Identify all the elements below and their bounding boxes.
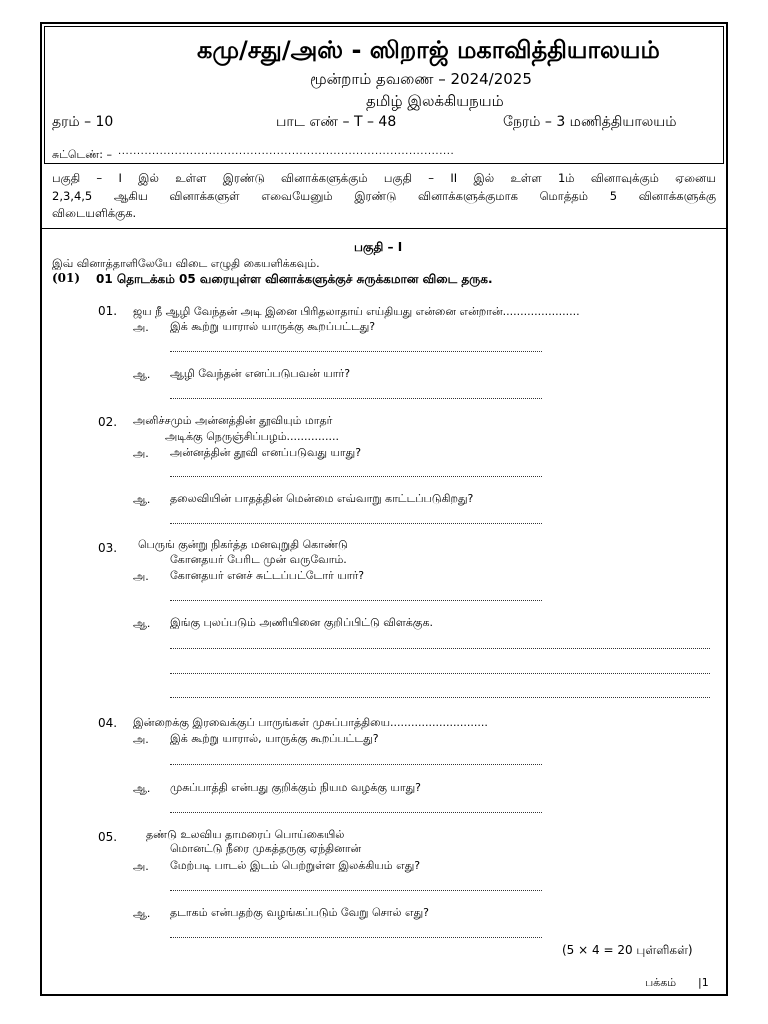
sub-question-label: அ. bbox=[133, 570, 149, 583]
sub-question-label: ஆ. bbox=[133, 907, 151, 920]
sub-question-label: ஆ. bbox=[133, 493, 151, 506]
main-question-number: (01) bbox=[52, 271, 81, 285]
answer-line[interactable] bbox=[170, 812, 542, 813]
question-quote: பெருங் குன்று நிகர்த்த மனவுறுதி கொண்டு bbox=[138, 538, 348, 551]
instruction-line-3: விடையளிக்குக. bbox=[52, 206, 137, 220]
question-quote: மொனட்டு நீரை முகத்தருகு ஏந்தினான் bbox=[170, 842, 362, 855]
sub-question-label: அ. bbox=[133, 733, 149, 746]
question-quote: அனிச்சமும் அன்னத்தின் தூவியும் மாதர் bbox=[133, 414, 333, 427]
sub-question-text: தடாகம் என்பதற்கு வழங்கப்படும் வேறு சொல் எது? bbox=[170, 906, 429, 919]
answer-line[interactable] bbox=[170, 648, 710, 649]
exam-subject: தமிழ் இலக்கியநயம் bbox=[366, 92, 504, 110]
main-question-text: 01 தொடக்கம் 05 வரையுள்ள வினாக்களுக்குச் சுருக்கமான விடை தருக. bbox=[96, 272, 493, 286]
sub-question-text: இக் கூற்று யாரால் யாருக்கு கூறப்பட்டது? bbox=[170, 320, 376, 333]
sub-question-text: தலைவியின் பாதத்தின் மென்மை எவ்வாறு காட்டப்படுகிறது? bbox=[170, 492, 474, 505]
sub-question-label: அ. bbox=[133, 860, 149, 873]
sub-question-label: ஆ. bbox=[133, 782, 151, 795]
marks-allocation: (5 × 4 = 20 புள்ளிகள்) bbox=[562, 943, 693, 957]
instruction-line-1: பகுதி – I இல் உள்ள இரண்டு வினாக்களுக்கும் பகுதி – II இல் உள்ள 1ம் வினாவுக்கும் ஏனைய bbox=[52, 171, 716, 185]
exam-duration: நேரம் – 3 மணித்தியாலயம் bbox=[503, 114, 677, 130]
index-number-dots: ......................................................................................... bbox=[118, 146, 455, 157]
index-number-label: சுட்டெண்: – bbox=[52, 148, 112, 161]
question-quote: ஜய நீ ஆழி வேந்தன் அடி இனை பிரிதலாதாய் எய்தியது என்னை என்றான்...................... bbox=[133, 305, 580, 318]
sub-question-text: ஆழி வேந்தன் எனப்படுபவன் யார்? bbox=[170, 367, 351, 380]
subject-code: பாட எண் – T – 48 bbox=[276, 114, 397, 130]
sub-question-text: இங்கு புலப்படும் அணியினை குறிப்பிட்டு விளக்குக. bbox=[170, 616, 434, 629]
part-note: இவ் வினாத்தாளிலேயே விடை எழுதி கையளிக்கவும். bbox=[52, 257, 320, 270]
sub-question-label: ஆ. bbox=[133, 368, 151, 381]
school-name: கமு/சது/அஸ் - ஸிறாஜ் மகாவித்தியாலயம் bbox=[197, 36, 660, 64]
question-number: 05. bbox=[98, 830, 118, 844]
section-divider bbox=[40, 228, 728, 229]
instruction-line-2: 2,3,4,5 ஆகிய வினாக்களுள் எவையேனும் இரண்டு வினாக்களுக்குமாக மொத்தம் 5 வினாக்களுக்கு bbox=[52, 189, 716, 203]
exam-term: மூன்றாம் தவணை – 2024/2025 bbox=[310, 70, 532, 88]
answer-line[interactable] bbox=[170, 476, 542, 477]
answer-line[interactable] bbox=[170, 764, 542, 765]
question-quote: அடிக்கு நெருஞ்சிப்பழம்............... bbox=[165, 430, 339, 443]
question-number: 02. bbox=[98, 415, 118, 429]
answer-line[interactable] bbox=[170, 600, 542, 601]
sub-question-text: கோனதயர் எனச் சுட்டப்பட்டோர் யார்? bbox=[170, 569, 365, 582]
answer-line[interactable] bbox=[170, 937, 542, 938]
answer-line[interactable] bbox=[170, 398, 542, 399]
page-border bbox=[40, 22, 728, 996]
sub-question-label: ஆ. bbox=[133, 617, 151, 630]
sub-question-text: முசுப்பாத்தி என்பது குறிக்கும் நியம வழக்கு யாது? bbox=[170, 781, 421, 794]
question-quote: இன்றைக்கு இரவைக்குப் பாருங்கள் முசுப்பாத்தியை............................ bbox=[133, 716, 488, 729]
sub-question-text: மேற்படி பாடல் இடம் பெற்றுள்ள இலக்கியம் எது? bbox=[170, 859, 421, 872]
sub-question-label: அ. bbox=[133, 447, 149, 460]
answer-line[interactable] bbox=[170, 697, 710, 698]
sub-question-text: அன்னத்தின் தூவி எனப்படுவது யாது? bbox=[170, 446, 362, 459]
grade-label: தரம் – 10 bbox=[52, 114, 114, 130]
answer-line[interactable] bbox=[170, 890, 542, 891]
sub-question-text: இக் கூற்று யாரால், யாருக்கு கூறப்பட்டது? bbox=[170, 732, 379, 745]
sub-question-label: அ. bbox=[133, 321, 149, 334]
answer-line[interactable] bbox=[170, 673, 710, 674]
part-title: பகுதி – I bbox=[354, 240, 403, 254]
question-number: 04. bbox=[98, 716, 118, 730]
answer-line[interactable] bbox=[170, 523, 542, 524]
page-number: |1 bbox=[698, 976, 709, 989]
answer-line[interactable] bbox=[170, 351, 542, 352]
question-number: 03. bbox=[98, 541, 118, 555]
question-quote: கோனதயர் பேரிட முன் வருவோம். bbox=[170, 553, 347, 566]
question-quote: தண்டு உலவிய தாமரைப் பொய்கையில் bbox=[146, 828, 345, 841]
page-label: பக்கம் bbox=[645, 976, 677, 989]
question-number: 01. bbox=[98, 304, 118, 318]
